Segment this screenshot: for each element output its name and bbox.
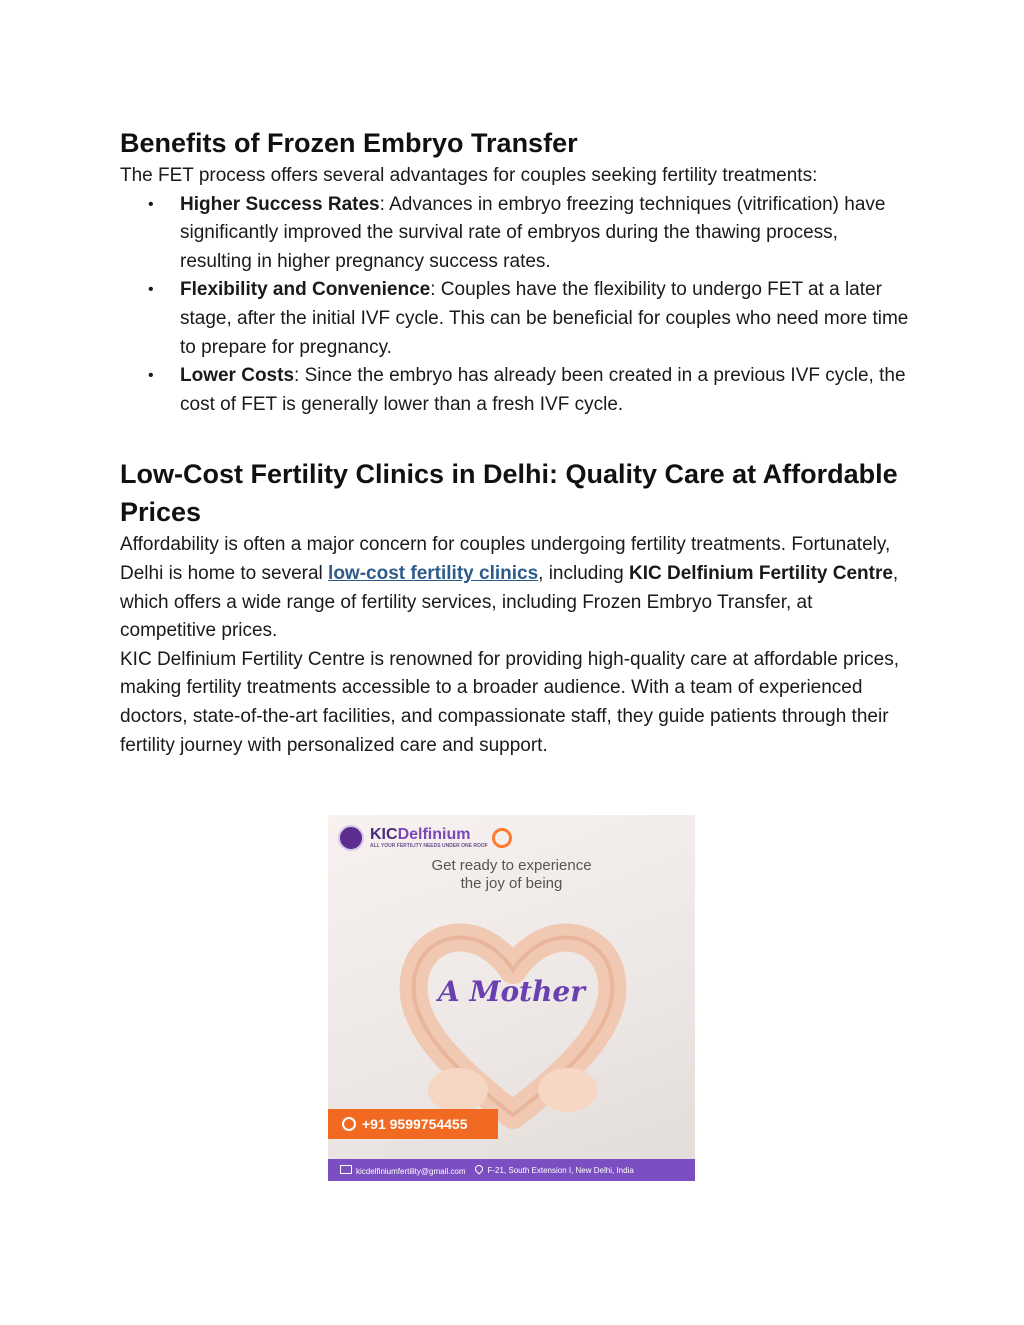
brand-accent: Delfinium [397,826,471,843]
promo-headline [328,857,695,893]
brand-name [370,827,488,849]
list-item [180,362,910,419]
email-text: kicdelfiniumfertility@gmail.com [356,1166,466,1176]
list-item-text: : Since the embryo has already been created in a previous IVF cycle, the cost of FET is generally lower than a fresh IVF cycle. [180,365,906,415]
clinic-description-paragraph: KIC Delfinium Fertility Centre is renowned for providing high-quality care at affordable prices, making fertility treatments accessible to a broader audience. With a team of experienced doctors, state-of-the-art facilities, and compassionate staff, they guide patients through their fertility journey with personalized care and support. [120,648,900,756]
clinic-name: KIC Delfinium Fertility Centre [629,562,893,584]
list-item [180,191,910,277]
benefits-list [120,191,910,420]
script-text: A Mother [438,975,585,1008]
section-low-cost-clinics [120,455,910,760]
promo-image [328,815,695,1181]
section-heading-benefits: Benefits of Frozen Embryo Transfer [120,128,578,158]
document-body [120,124,910,760]
brand-main: KIC [370,826,398,843]
benefits-intro: The FET process offers several advantages for couples seeking fertility treatments: [120,165,818,186]
mail-icon [340,1165,352,1174]
location-pin-icon [474,1163,485,1174]
clinic-logo [338,825,512,851]
list-item-term: Flexibility and Convenience [180,279,431,301]
address-text: F-21, South Extension I, New Delhi, India [487,1166,634,1175]
list-item-text: : Advances in embryo freezing techniques (vitrification) have significantly improved the survival rate of embryos during the thawing process, resulting in higher pregnancy success rates. [180,193,886,272]
list-item-term: Lower Costs [180,365,295,387]
list-item-text: : Couples have the flexibility to undergo FET at a later stage, after the initial IVF cycle. This can be beneficial for couples who need more time to prepare for pregnancy. [180,279,909,358]
heart-hands-illustration [388,905,638,1135]
list-item [180,276,910,362]
contact-footer [328,1159,695,1181]
address-contact [475,1165,633,1175]
paragraph-text: , including [538,562,629,584]
headline-line: the joy of being [460,875,563,892]
swirl-logo-icon [492,828,512,848]
phone-icon [342,1117,356,1131]
headline-line: Get ready to experience [431,857,592,874]
list-item-term: Higher Success Rates [180,193,380,215]
brand-tagline: ALL YOUR FERTILITY NEEDS UNDER ONE ROOF [370,843,488,849]
section-heading-low-cost: Low-Cost Fertility Clinics in Delhi: Quality Care at Affordable Prices [120,459,898,528]
paragraph-text: , which offers a wide range of fertility services, including Frozen Embryo Transfer, at competitive prices. [120,562,899,642]
phone-number: +91 9599754455 [362,1116,468,1132]
email-contact [340,1165,465,1176]
affordability-paragraph [120,531,910,645]
phone-banner [328,1109,498,1139]
low-cost-clinics-link[interactable]: low-cost fertility clinics [328,562,539,584]
paragraph-text: Affordability is often a major concern for couples undergoing fertility treatments. Fortunately, Delhi is home to several [120,534,891,584]
seal-icon [338,825,364,851]
